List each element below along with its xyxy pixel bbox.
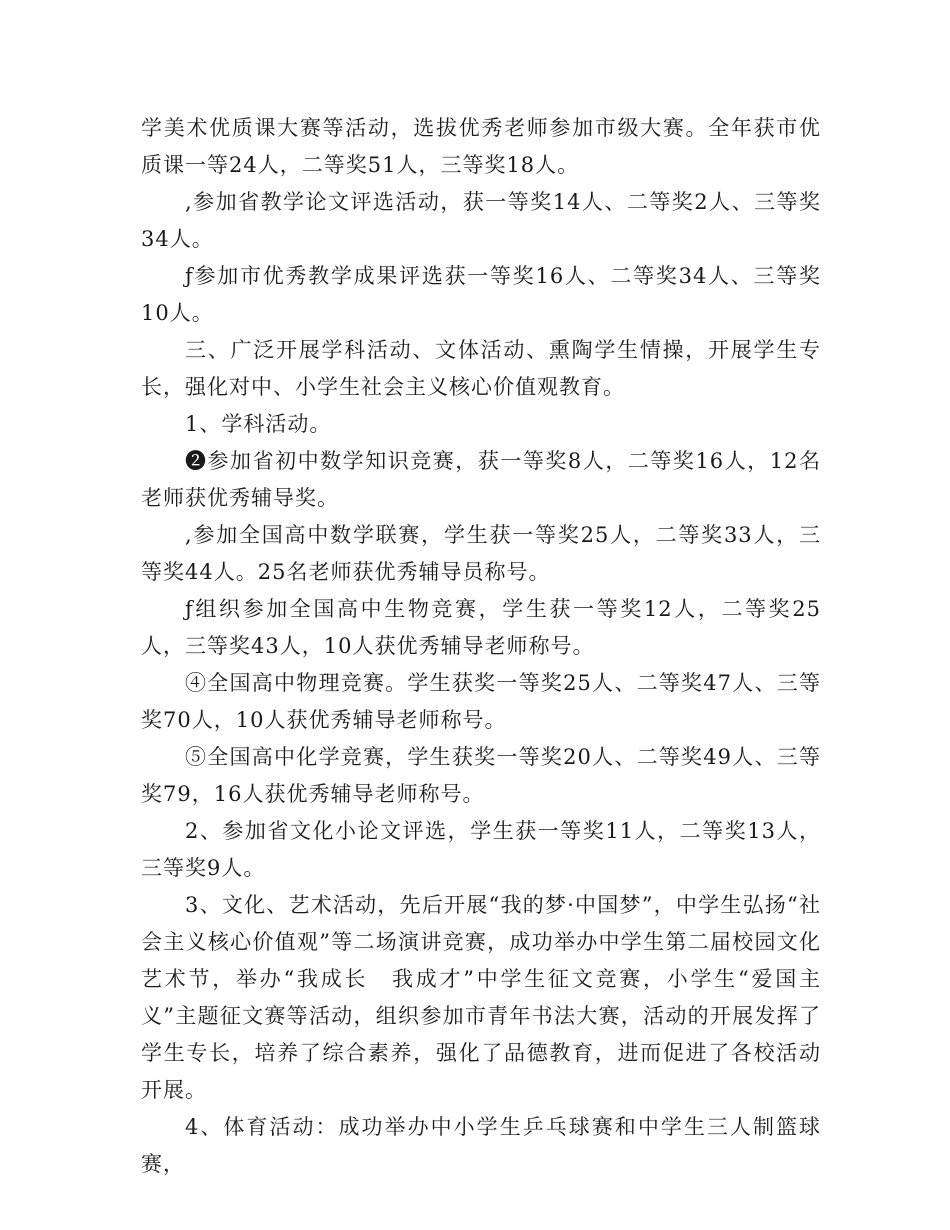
paragraph-physics-contest: ④全国高中物理竞赛。学生获奖一等奖25人、二等奖47人、三等奖70人，10人获优秀辅导老师称号。 [141,671,821,732]
section-heading-activities: 三、广泛开展学科活动、文体活动、熏陶学生情操，开展学生专长，强化对中、小学生社会主义核心价值观教育。 [141,338,821,399]
paragraph-math-knowledge-contest: ➋参加省初中数学知识竞赛，获一等奖8人，二等奖16人，12名老师获优秀辅导奖。 [141,449,821,510]
paragraph-teaching-achievement: ƒ参加市优秀教学成果评选获一等奖16人、二等奖34人、三等奖10人。 [141,264,821,325]
paragraph-teaching-paper: ,参加省教学论文评选活动，获一等奖14人、二等奖2人、三等奖34人。 [141,190,821,251]
paragraph-math-league: ,参加全国高中数学联赛，学生获一等奖25人，二等奖33人，三等奖44人。25名老师获优秀辅导员称号。 [141,523,821,584]
paragraph-sports-activities: 4、体育活动：成功举办中小学生乒乓球赛和中学生三人制篮球赛， [141,1115,821,1176]
paragraph-biology-contest: ƒ组织参加全国高中生物竞赛，学生获一等奖12人，二等奖25人，三等奖43人，10人获优秀辅导老师称号。 [141,597,821,658]
paragraph-awards-competition: 学美术优质课大赛等活动，选拔优秀老师参加市级大赛。全年获市优质课一等24人，二等奖51人，三等奖18人。 [141,116,821,177]
document-body [141,110,821,1183]
subsection-subject-activities: 1、学科活动。 [185,412,332,436]
paragraph-arts-activities: 3、文化、艺术活动，先后开展“我的梦·中国梦”，中学生弘扬“社会主义核心价值观”等二场演讲竞赛，成功举办中学生第二届校园文化艺术节，举办“我成长 我成才”中学生征文竞赛，小学生“爱国主义”主题征文赛等活动，组织参加市青年书法大赛，活动的开展发挥了学生专长，培养了综合素养，强化了品德教育，进而促进了各校活动开展。 [141,893,821,1102]
paragraph-chemistry-contest: ⑤全国高中化学竞赛，学生获奖一等奖20人、二等奖49人、三等奖79，16人获优秀辅导老师称号。 [141,745,821,806]
paragraph-culture-essay: 2、参加省文化小论文评选，学生获一等奖11人，二等奖13人，三等奖9人。 [141,819,821,880]
